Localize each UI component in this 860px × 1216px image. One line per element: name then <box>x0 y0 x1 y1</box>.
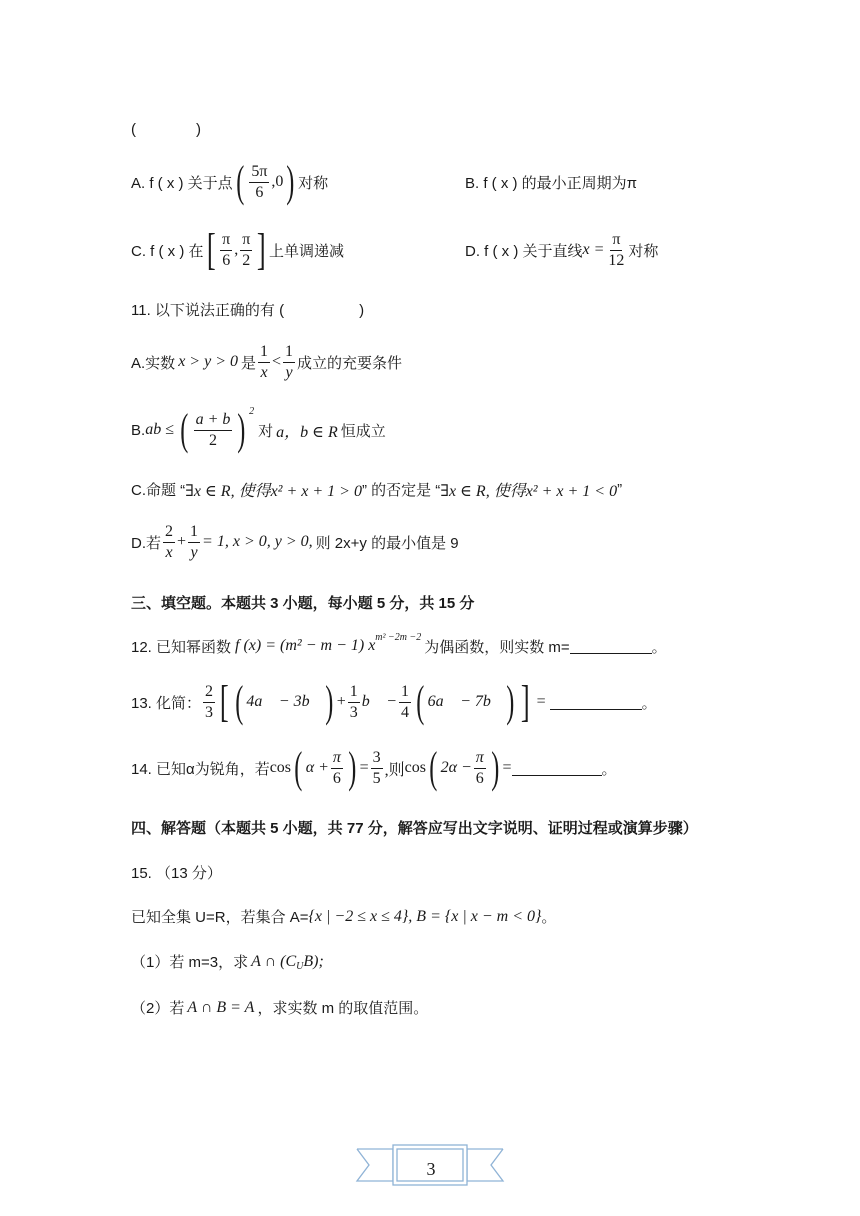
q10-option-d: D. f ( x ) 关于直线 x = $\frac{\pi}{12}$ 对称 <box>465 230 659 269</box>
section-3-title: 三、填空题。本题共 3 小题，每小题 5 分，共 15 分 <box>131 595 475 612</box>
q10-answer-paren: ( ) <box>131 121 201 138</box>
q10-option-c: C. f ( x ) 在 [ $\frac{\pi}{6}$ , $\frac{\pi}{2}$ ] 上单调递减 <box>131 225 344 274</box>
answer-blank[interactable] <box>512 761 602 776</box>
q15-statement: 已知全集 U=R，若集合 A= {x | −2 ≤ x ≤ 4}, B = {x | x − m < 0} 。 <box>131 907 557 926</box>
q11-title: 11. 以下说法正确的有 ( ) <box>131 302 365 319</box>
section-4-title: 四、解答题（本题共 5 小题，共 77 分，解答应写出文字说明、证明过程或演算步骤） <box>131 820 698 837</box>
page-number: 3 <box>426 1159 436 1179</box>
q11-option-b: B. ab ≤ ( $\frac{a + b}{2}$ ) 2 对 a，b ∈ R 恒成立 <box>131 405 386 454</box>
q11-option-d: D.若 $\frac{2}{x}$ + $\frac{1}{y}$ = 1, x > 0, y > 0, 则 2x+y 的最小值是 9 <box>131 522 459 561</box>
answer-blank[interactable] <box>550 695 642 710</box>
frac: $\frac{5\pi}{6}$ <box>251 162 268 201</box>
q15-title: 15. （13 分） <box>131 865 222 882</box>
q15-part-2: （2）若 A ∩ B = A ，求实数 m 的取值范围。 <box>131 998 429 1017</box>
q11-option-a: A.实数 x > y > 0 是 $\frac{1}{x}$ < $\frac{1}{y}$ 成立的充要条件 <box>131 342 403 381</box>
q13: 13. 化简： $\frac{2}{3}$ [ ( 4a⃗ − 3b⃗ ) + $\frac{1}{3}$ b⃗ − $\frac{1}{4}$ ( 6a⃗ − 7b⃗ ) ] = 。 <box>131 677 657 726</box>
q10-option-b: B. f ( x ) 的最小正周期为π <box>465 175 638 192</box>
q15-part-1: （1）若 m=3，求 A ∩ (C U B); <box>131 952 324 972</box>
q12: 12. 已知幂函数 f (x) = (m² − m − 1) x m² −2m −2 为偶函数，则实数 m= 。 <box>131 632 667 656</box>
answer-blank[interactable] <box>570 639 652 654</box>
q11-option-c: C.命题 “ ∃x ∈ R, 使得x² + x + 1 > 0 ” 的否定是 “ ∃x ∈ R, 使得x² + x + 1 < 0 ” <box>131 481 623 500</box>
q10-option-a: A. f ( x ) 关于点 ( $\frac{5\pi}{6}$ ,0 ) 对称 <box>131 157 329 206</box>
q14: 14. 已知α为锐角，若 cos ( α + $\frac{\pi}{6}$ ) = $\frac{3}{5}$ ,则 cos ( 2α − $\frac{\pi}{6}$ ) = 。 <box>131 743 617 792</box>
